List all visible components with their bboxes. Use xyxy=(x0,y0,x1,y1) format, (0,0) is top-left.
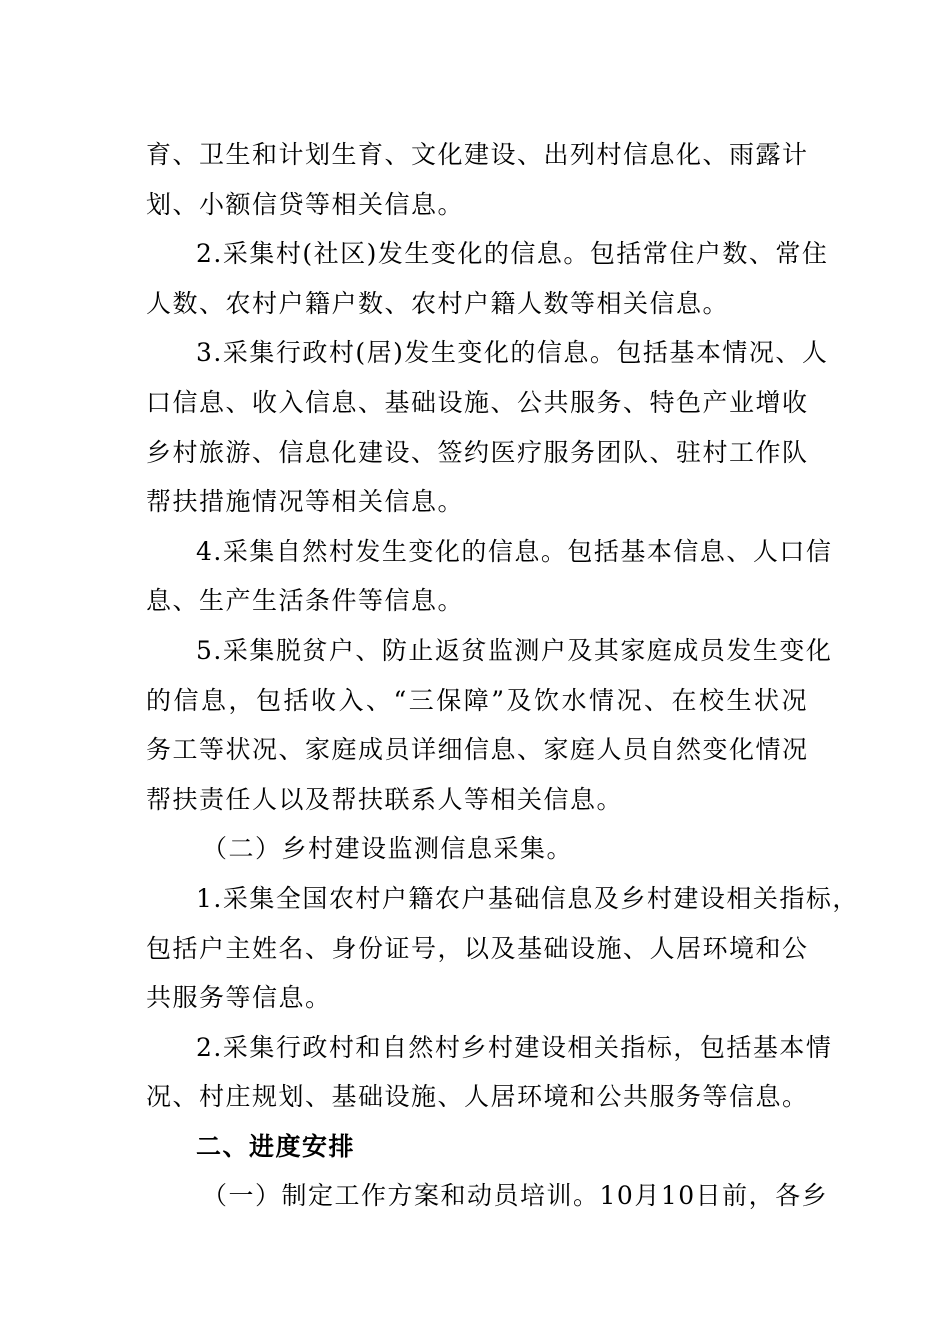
body-line: 2.采集村(社区)发生变化的信息。包括常住户数、常住 xyxy=(196,239,829,269)
subsection-heading: （二）乡村建设监测信息采集。 xyxy=(202,834,574,864)
body-line: 乡村旅游、信息化建设、签约医疗服务团队、驻村工作队 xyxy=(146,437,809,467)
body-line: 育、卫生和计划生育、文化建设、出列村信息化、雨露计 xyxy=(146,140,809,169)
body-line: 帮扶责任人以及帮扶联系人等相关信息。 xyxy=(146,784,624,814)
body-line: 务工等状况、家庭成员详细信息、家庭人员自然变化情况 xyxy=(146,735,809,765)
body-line: 划、小额信贷等相关信息。 xyxy=(146,189,465,219)
body-line: 2.采集行政村和自然村乡村建设相关指标，包括基本情 xyxy=(196,1032,833,1062)
body-line: 帮扶措施情况等相关信息。 xyxy=(146,487,465,517)
section-heading: 二、进度安排 xyxy=(196,1131,356,1161)
body-line: 况、村庄规划、基础设施、人居环境和公共服务等信息。 xyxy=(146,1082,809,1112)
body-line: 4.采集自然村发生变化的信息。包括基本信息、人口信 xyxy=(196,536,833,566)
body-line: 共服务等信息。 xyxy=(146,983,332,1013)
body-line: 5.采集脱贫户、防止返贫监测户及其家庭成员发生变化 xyxy=(196,635,833,665)
document-body xyxy=(146,130,859,1221)
body-line: 3.采集行政村(居)发生变化的信息。包括基本情况、人 xyxy=(196,338,829,368)
body-line: 息、生产生活条件等信息。 xyxy=(146,586,465,616)
body-line: 口信息、收入信息、基础设施、公共服务、特色产业增收 xyxy=(146,387,809,417)
body-line: 包括户主姓名、身份证号，以及基础设施、人居环境和公 xyxy=(146,933,809,963)
subsection-heading: （一）制定工作方案和动员培训。10月10日前，各乡 xyxy=(202,1181,829,1211)
body-line: 人数、农村户籍户数、农村户籍人数等相关信息。 xyxy=(146,288,730,318)
body-line: 的信息，包括收入、“三保障”及饮水情况、在校生状况 xyxy=(146,685,808,715)
body-line: 1.采集全国农村户籍农户基础信息及乡村建设相关指标， xyxy=(196,883,859,913)
